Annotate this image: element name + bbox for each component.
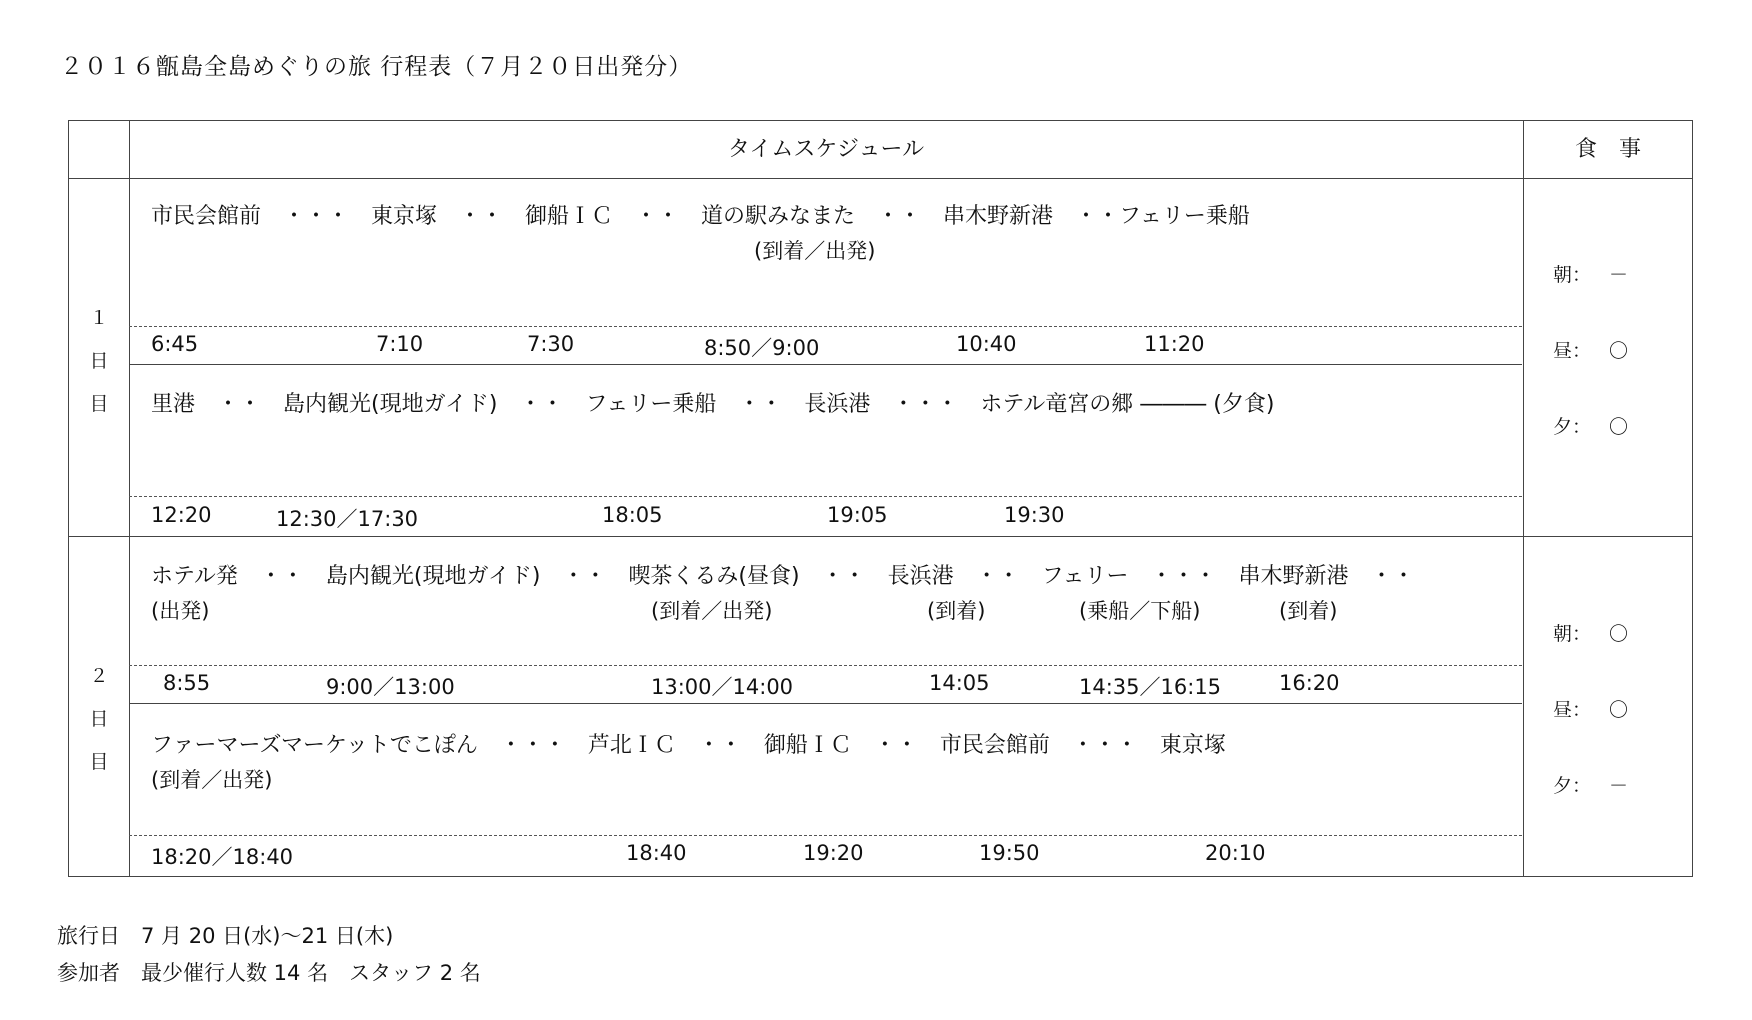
time-value: 18:05 — [602, 503, 663, 527]
time-value: 7:10 — [376, 332, 424, 356]
route-line: 市民会館前 ・・・ 東京塚 ・・ 御船ＩＣ ・・ 道の駅みなまた ・・ 串木野新港 ・・フェリー乗船 — [151, 204, 1250, 229]
route-line: ファーマーズマーケットでこぽん ・・・ 芦北ＩＣ ・・ 御船ＩＣ ・・ 市民会館前 ・・・ 東京塚 — [151, 733, 1226, 758]
meal-breakfast: 朝： 〇 — [1553, 623, 1629, 645]
time-value: 16:20 — [1279, 671, 1340, 695]
route-note: (到着／出発) — [754, 239, 876, 263]
time-value: 19:20 — [803, 841, 864, 865]
time-value: 18:40 — [626, 841, 687, 865]
schedule-header: タイムスケジュール — [727, 137, 925, 162]
itinerary-table — [68, 120, 1693, 877]
participants: 参加者 最少催行人数 14 名 スタッフ 2 名 — [57, 961, 481, 985]
route-note: (乗船／下船) — [1079, 599, 1201, 623]
meal-dinner: 夕： 〇 — [1553, 416, 1629, 438]
route-note: (到着／出発) — [151, 768, 273, 792]
page-title: ２０１６甑島全島めぐりの旅 行程表（７月２０日出発分） — [60, 54, 693, 80]
time-value: 19:30 — [1004, 503, 1065, 527]
time-value: 18:20／18:40 — [151, 845, 294, 869]
time-value: 7:30 — [527, 332, 575, 356]
route-line: ホテル発 ・・ 島内観光(現地ガイド) ・・ 喫茶くるみ(昼食) ・・ 長浜港 ・・ フェリー ・・・ 串木野新港 ・・ — [151, 564, 1415, 589]
route-note: (到着／出発) — [651, 599, 773, 623]
route-note: (到着) — [1279, 599, 1338, 623]
day1-meals — [1523, 121, 1693, 536]
time-value: 12:30／17:30 — [276, 507, 419, 531]
meal-lunch: 昼： 〇 — [1553, 699, 1629, 721]
meal-lunch: 昼： 〇 — [1553, 340, 1629, 362]
time-value: 10:40 — [956, 332, 1017, 356]
time-value: 8:50／9:00 — [704, 336, 820, 360]
time-value: 20:10 — [1205, 841, 1266, 865]
day1-schedule — [129, 121, 1522, 536]
route-line: 里港 ・・ 島内観光(現地ガイド) ・・ フェリー乗船 ・・ 長浜港 ・・・ ホテル竜宮の郷 ――― (夕食) — [151, 392, 1275, 417]
day-label-2: ２ 日 目 — [89, 665, 109, 773]
meal-dinner: 夕： － — [1553, 775, 1629, 797]
day2-meals — [1523, 536, 1693, 876]
time-value: 14:35／16:15 — [1079, 675, 1222, 699]
meal-breakfast: 朝： － — [1553, 264, 1629, 286]
time-value: 13:00／14:00 — [651, 675, 794, 699]
route-note: (到着) — [927, 599, 986, 623]
time-value: 12:20 — [151, 503, 212, 527]
time-value: 19:05 — [827, 503, 888, 527]
time-value: 6:45 — [151, 332, 199, 356]
time-value: 14:05 — [929, 671, 990, 695]
day2-schedule — [129, 536, 1522, 876]
time-value: 19:50 — [979, 841, 1040, 865]
time-value: 8:55 — [163, 671, 211, 695]
route-note: (出発) — [151, 599, 210, 623]
meals-header: 食 事 — [1574, 137, 1641, 162]
time-value: 9:00／13:00 — [326, 675, 455, 699]
day-label-1: １ 日 目 — [89, 307, 109, 415]
travel-dates: 旅行日 7 月 20 日(水)～21 日(木) — [57, 924, 394, 948]
time-value: 11:20 — [1144, 332, 1205, 356]
